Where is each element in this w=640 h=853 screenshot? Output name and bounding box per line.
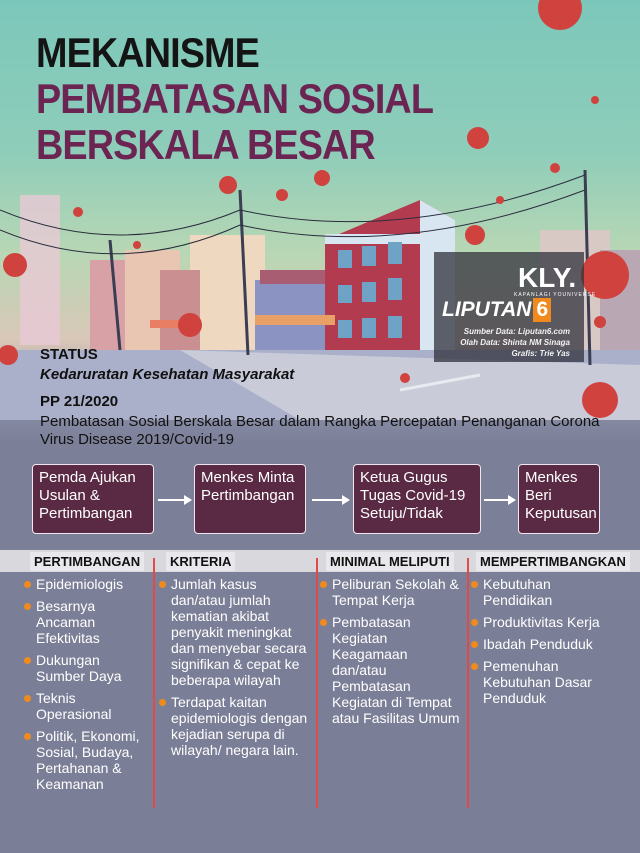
list-item: Kebutuhan Pendidikan — [471, 576, 621, 608]
flow-step-3: Ketua Gugus Tugas Covid-19 Setuju/Tidak — [353, 464, 481, 534]
column-kriteria — [159, 576, 309, 764]
list-item: Peliburan Sekolah & Tempat Kerja — [320, 576, 465, 608]
title-line-3: BERSKALA BESAR — [36, 121, 375, 168]
liputan6-logo-text: LIPUTAN — [442, 298, 532, 321]
list-item: Epidemiologis — [24, 576, 152, 592]
column-divider — [316, 558, 318, 808]
flow-step-2: Menkes Minta Pertimbangan — [194, 464, 306, 534]
arrow-right-icon — [484, 494, 516, 506]
arrow-right-icon — [312, 494, 350, 506]
column-minimal-meliputi — [320, 576, 465, 732]
liputan6-logo — [442, 298, 551, 322]
flow-step-4: Menkes Beri Keputusan — [518, 464, 600, 534]
title-line-2: PEMBATASAN SOSIAL — [36, 75, 434, 122]
column-divider — [467, 558, 469, 808]
list-item: Produktivitas Kerja — [471, 614, 621, 630]
arrow-right-icon — [158, 494, 192, 506]
credit-data: Olah Data: Shinta NM Sinaga — [460, 338, 570, 347]
list-item: Ibadah Penduduk — [471, 636, 621, 652]
status-value: Kedaruratan Kesehatan Masyarakat — [40, 366, 295, 383]
status-heading: STATUS — [40, 346, 98, 363]
list-item: Pembatasan Kegiatan Keagamaan dan/atau Pembatasan Kegiatan di Tempat atau Fasilitas Umum — [320, 614, 465, 726]
list-item: Teknis Operasional — [24, 690, 152, 722]
page-title — [36, 29, 477, 168]
column-divider — [153, 558, 155, 808]
list-item: Besarnya Ancaman Efektivitas — [24, 598, 152, 646]
list-item: Politik, Ekonomi, Sosial, Budaya, Pertahanan & Keamanan — [24, 728, 152, 792]
column-heading-mempertimbangkan: MEMPERTIMBANGKAN — [476, 552, 630, 571]
list-item: Pemenuhan Kebutuhan Dasar Penduduk — [471, 658, 621, 706]
list-item: Dukungan Sumber Daya — [24, 652, 152, 684]
column-pertimbangan — [24, 576, 152, 798]
source-credits — [440, 326, 570, 359]
column-heading-minimal-meliputi: MINIMAL MELIPUTI — [326, 552, 454, 571]
column-mempertimbangkan — [471, 576, 621, 712]
flow-step-1: Pemda Ajukan Usulan & Pertimbangan — [32, 464, 154, 534]
credit-source: Sumber Data: Liputan6.com — [463, 327, 570, 336]
column-heading-kriteria: KRITERIA — [166, 552, 235, 571]
list-item: Jumlah kasus dan/atau jumlah kematian akibat penyakit meningkat dan menyebar secara signifikan & cepat ke beberapa wilayah — [159, 576, 309, 688]
title-line-1: MEKANISME — [36, 29, 259, 76]
credit-graphic: Grafis: Trie Yas — [511, 349, 570, 358]
regulation-description: Pembatasan Sosial Berskala Besar dalam Rangka Percepatan Penanganan Corona Virus Disease 2019/Covid-19 — [40, 413, 600, 448]
liputan6-logo-number: 6 — [533, 298, 551, 322]
kly-logo: KLY. — [518, 262, 577, 293]
list-item: Terdapat kaitan epidemiologis dengan kejadian serupa di wilayah/ negara lain. — [159, 694, 309, 758]
regulation-heading: PP 21/2020 — [40, 393, 119, 410]
kly-logo-subtitle: KAPANLAGI YOUNIVERSE — [514, 292, 597, 298]
column-heading-pertimbangan: PERTIMBANGAN — [30, 552, 144, 571]
